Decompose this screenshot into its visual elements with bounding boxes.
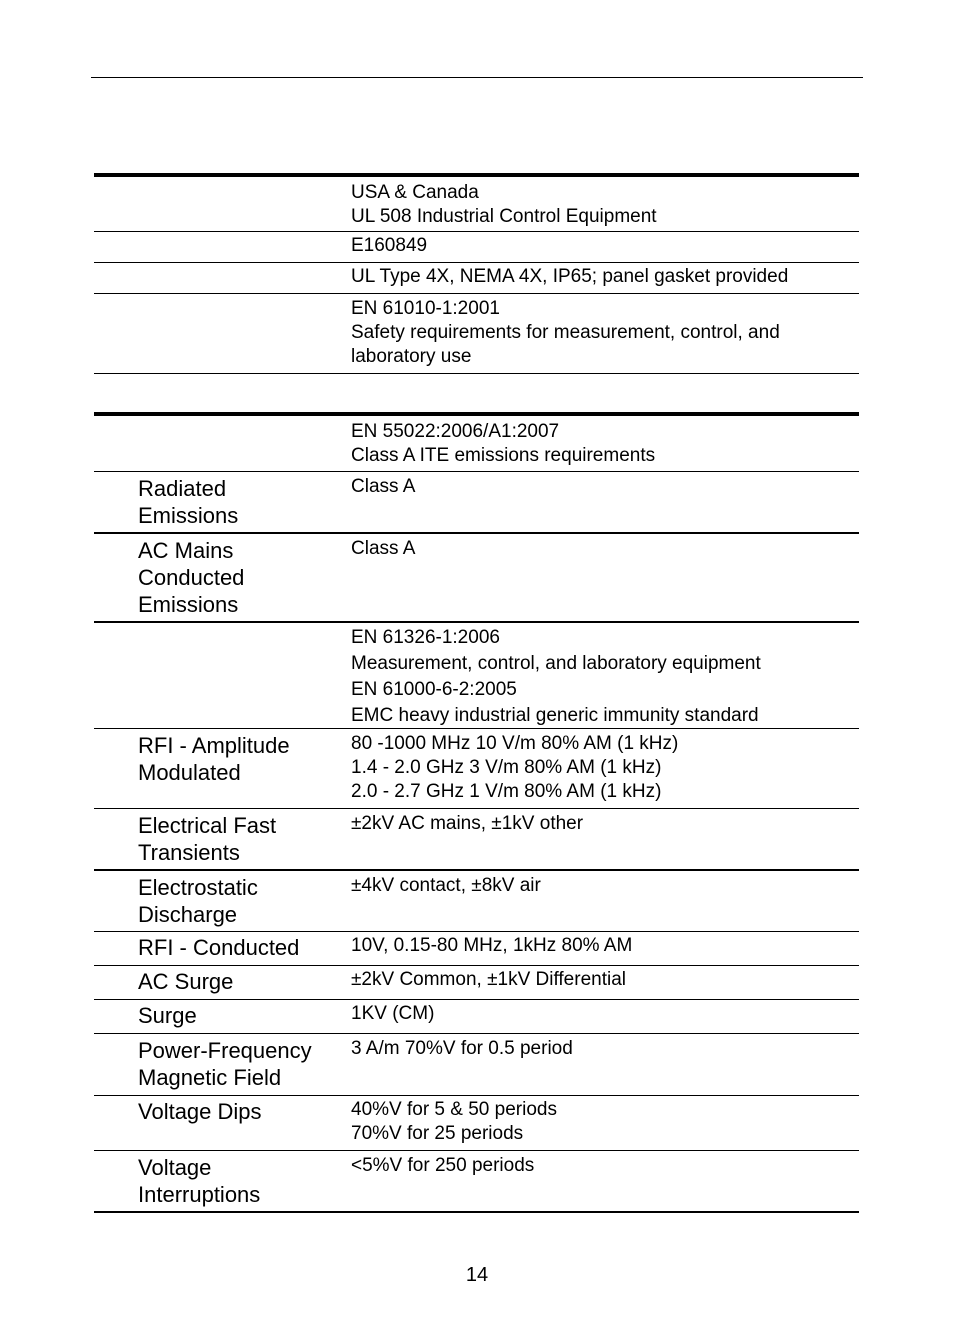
row-label xyxy=(94,420,351,471)
value-line: UL 508 Industrial Control Equipment xyxy=(351,206,657,227)
row-value xyxy=(351,968,859,999)
row-value xyxy=(351,234,859,262)
row-label xyxy=(94,934,351,965)
row-label xyxy=(94,812,351,869)
table-row xyxy=(94,177,859,232)
table-row xyxy=(94,932,859,966)
row-label xyxy=(94,625,351,728)
value-line: 2.0 - 2.7 GHz 1 V/m 80% AM (1 kHz) xyxy=(351,781,662,802)
row-value xyxy=(351,1037,859,1095)
value-line: 80 -1000 MHz 10 V/m 80% AM (1 kHz) xyxy=(351,733,679,754)
value-line: EN 55022:2006/A1:2007 xyxy=(351,421,560,442)
table-row xyxy=(94,416,859,472)
label-line: Transients xyxy=(138,840,240,865)
table-row xyxy=(94,534,859,623)
emc-table xyxy=(94,412,859,1213)
row-value xyxy=(351,1002,859,1033)
value-line: UL Type 4X, NEMA 4X, IP65; panel gasket provided xyxy=(351,266,789,287)
label-line: AC Mains xyxy=(138,538,234,563)
label-line: Conducted xyxy=(138,565,245,590)
table-row xyxy=(94,1000,859,1034)
label-line: Power-Frequency xyxy=(138,1038,312,1063)
label-line: Modulated xyxy=(138,760,241,785)
table-row xyxy=(94,294,859,374)
row-label xyxy=(94,475,351,532)
label-line: Voltage xyxy=(138,1155,212,1180)
table-row xyxy=(94,623,859,729)
value-line: USA & Canada xyxy=(351,182,479,203)
label-line: Magnetic Field xyxy=(138,1065,282,1090)
row-value xyxy=(351,1098,859,1150)
value-line: <5%V for 250 periods xyxy=(351,1155,535,1176)
row-value xyxy=(351,1154,859,1211)
label-line: Electrical Fast xyxy=(138,813,277,838)
label-line: Surge xyxy=(138,1003,197,1028)
value-line: 3 A/m 70%V for 0.5 period xyxy=(351,1038,573,1059)
row-value xyxy=(351,475,859,532)
row-value xyxy=(351,537,859,621)
label-line: RFI - Conducted xyxy=(138,935,300,960)
label-line: Voltage Dips xyxy=(138,1099,262,1124)
row-label xyxy=(94,265,351,293)
table-row xyxy=(94,1151,859,1213)
table-row xyxy=(94,809,859,871)
row-label xyxy=(94,1002,351,1033)
label-line: Emissions xyxy=(138,503,239,528)
row-label xyxy=(94,732,351,808)
value-line: EN 61010-1:2001 xyxy=(351,298,500,319)
value-line: ±2kV AC mains, ±1kV other xyxy=(351,813,584,834)
value-line: 40%V for 5 & 50 periods xyxy=(351,1099,557,1120)
value-line: EMC heavy industrial generic immunity standard xyxy=(351,705,759,726)
row-label xyxy=(94,1098,351,1150)
row-value xyxy=(351,625,859,728)
row-label xyxy=(94,874,351,931)
label-line: Emissions xyxy=(138,592,239,617)
row-label xyxy=(94,537,351,621)
row-value xyxy=(351,265,859,293)
row-value xyxy=(351,420,859,471)
table-row xyxy=(94,232,859,263)
label-line: AC Surge xyxy=(138,969,234,994)
table-row xyxy=(94,472,859,534)
row-value xyxy=(351,181,859,231)
label-line: Discharge xyxy=(138,902,238,927)
value-line: Safety requirements for measurement, control, and xyxy=(351,322,780,343)
value-line: Class A ITE emissions requirements xyxy=(351,445,656,466)
value-line: ±2kV Common, ±1kV Differential xyxy=(351,969,626,990)
table-row xyxy=(94,263,859,294)
value-line: Class A xyxy=(351,538,416,559)
value-line: 1KV (CM) xyxy=(351,1003,435,1024)
label-line: RFI - Amplitude xyxy=(138,733,290,758)
value-line: 70%V for 25 periods xyxy=(351,1123,524,1144)
value-line: laboratory use xyxy=(351,346,472,367)
label-line: Radiated xyxy=(138,476,227,501)
value-line: Class A xyxy=(351,476,416,497)
row-label xyxy=(94,1154,351,1211)
table-row xyxy=(94,871,859,932)
table-row xyxy=(94,966,859,1000)
row-label xyxy=(94,181,351,231)
row-label xyxy=(94,1037,351,1095)
table-row xyxy=(94,1034,859,1096)
row-value xyxy=(351,934,859,965)
value-line: 10V, 0.15-80 MHz, 1kHz 80% AM xyxy=(351,935,633,956)
label-line: Interruptions xyxy=(138,1182,261,1207)
row-value xyxy=(351,812,859,869)
value-line: ±4kV contact, ±8kV air xyxy=(351,875,541,896)
value-line: EN 61326-1:2006 xyxy=(351,627,500,648)
table-row xyxy=(94,1096,859,1151)
value-line: E160849 xyxy=(351,235,428,256)
row-label xyxy=(94,968,351,999)
value-line: EN 61000-6-2:2005 xyxy=(351,679,517,700)
header-rule xyxy=(91,77,863,78)
value-line: Measurement, control, and laboratory equipment xyxy=(351,653,761,674)
table-row xyxy=(94,729,859,809)
value-line: 1.4 - 2.0 GHz 3 V/m 80% AM (1 kHz) xyxy=(351,757,662,778)
row-label xyxy=(94,234,351,262)
approvals-table xyxy=(94,173,859,374)
row-value xyxy=(351,874,859,931)
row-label xyxy=(94,297,351,373)
row-value xyxy=(351,297,859,373)
page-number: 14 xyxy=(465,1264,489,1286)
label-line: Electrostatic xyxy=(138,875,258,900)
row-value xyxy=(351,732,859,808)
